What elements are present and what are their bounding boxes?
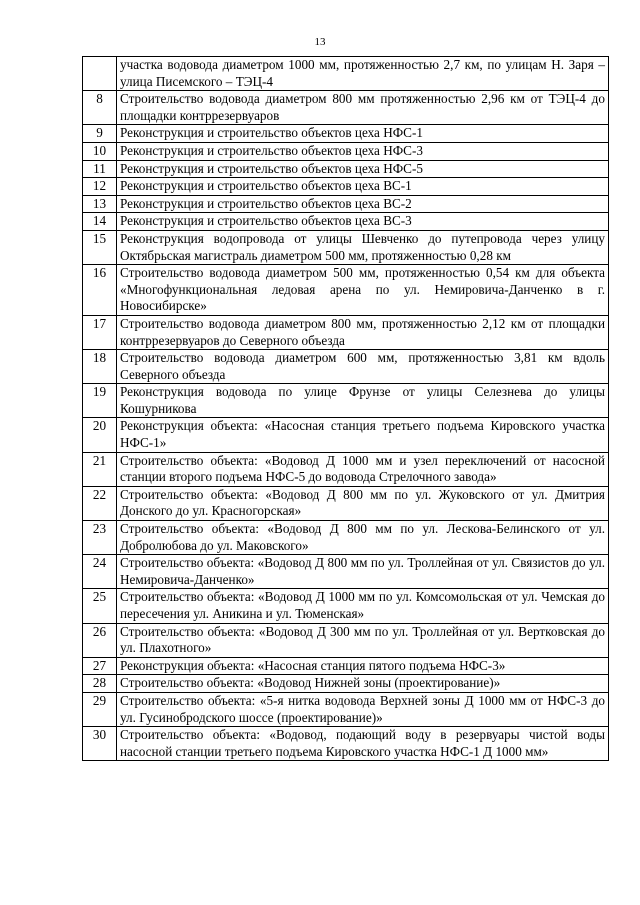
row-number: 9: [83, 125, 117, 143]
row-description: участка водовода диаметром 1000 мм, протяженностью 2,7 км, по улицам Н. Заря – улица Писемского – ТЭЦ-4: [117, 57, 609, 91]
table-row: [83, 91, 609, 125]
row-description: Строительство объекта: «Водовод Д 300 мм по ул. Троллейная от ул. Вертковская до ул. Плахотного»: [117, 623, 609, 657]
row-number: 20: [83, 418, 117, 452]
table-row: [83, 350, 609, 384]
row-number: 17: [83, 315, 117, 349]
row-description: Реконструкция объекта: «Насосная станция третьего подъема Кировского участка НФС-1»: [117, 418, 609, 452]
table-row: [83, 384, 609, 418]
row-number: 10: [83, 142, 117, 160]
row-number: 19: [83, 384, 117, 418]
row-description: Реконструкция и строительство объектов цеха ВС-3: [117, 213, 609, 231]
table-row: [83, 178, 609, 196]
row-description: Строительство водовода диаметром 600 мм, протяженностью 3,81 км вдоль Северного объезда: [117, 350, 609, 384]
row-number: 12: [83, 178, 117, 196]
row-number: 16: [83, 265, 117, 316]
row-description: Строительство водовода диаметром 800 мм, протяженностью 2,12 км от площадки контррезервуаров до Северного объезда: [117, 315, 609, 349]
table-row: [83, 160, 609, 178]
objects-table: [82, 56, 609, 761]
table-row: [83, 555, 609, 589]
table-row: [83, 418, 609, 452]
table-row: [83, 589, 609, 623]
row-number: 26: [83, 623, 117, 657]
row-description: Реконструкция водовода по улице Фрунзе от улицы Селезнева до улицы Кошурникова: [117, 384, 609, 418]
row-description: Строительство объекта: «Водовод Д 800 мм по ул. Жуковского от ул. Дмитрия Донского до ул. Красногорская»: [117, 486, 609, 520]
row-description: Реконструкция и строительство объектов цеха НФС-5: [117, 160, 609, 178]
row-number: 23: [83, 521, 117, 555]
row-number: [83, 57, 117, 91]
table-row: [83, 675, 609, 693]
row-description: Реконструкция и строительство объектов цеха НФС-1: [117, 125, 609, 143]
row-description: Строительство объекта: «Водовод Д 800 мм по ул. Лескова-Белинского от ул. Добролюбова до ул. Маковского»: [117, 521, 609, 555]
row-number: 28: [83, 675, 117, 693]
table-row: [83, 486, 609, 520]
row-number: 30: [83, 727, 117, 761]
row-number: 22: [83, 486, 117, 520]
table-row: [83, 125, 609, 143]
row-description: Реконструкция и строительство объектов цеха ВС-2: [117, 195, 609, 213]
row-description: Строительство объекта: «5-я нитка водовода Верхней зоны Д 1000 мм от НФС-3 до ул. Гусинобродского шоссе (проектирование)»: [117, 692, 609, 726]
table-row: [83, 213, 609, 231]
table-row: [83, 230, 609, 264]
row-number: 13: [83, 195, 117, 213]
row-description: Строительство объекта: «Водовод Д 1000 мм по ул. Комсомольская от ул. Чемская до пересечения ул. Аникина и ул. Тюменская»: [117, 589, 609, 623]
row-description: Реконструкция объекта: «Насосная станция пятого подъема НФС-3»: [117, 657, 609, 675]
row-number: 21: [83, 452, 117, 486]
table-row: [83, 57, 609, 91]
table-row: [83, 623, 609, 657]
row-number: 15: [83, 230, 117, 264]
table-row: [83, 452, 609, 486]
row-description: Строительство объекта: «Водовод, подающий воду в резервуары чистой воды насосной станции третьего подъема Кировского участка НФС-1 Д 1000 мм»: [117, 727, 609, 761]
row-number: 18: [83, 350, 117, 384]
row-description: Реконструкция и строительство объектов цеха НФС-3: [117, 142, 609, 160]
row-description: Строительство водовода диаметром 800 мм протяженностью 2,96 км от ТЭЦ-4 до площадки контррезервуаров: [117, 91, 609, 125]
table-row: [83, 521, 609, 555]
row-number: 8: [83, 91, 117, 125]
row-number: 29: [83, 692, 117, 726]
table-row: [83, 142, 609, 160]
row-number: 25: [83, 589, 117, 623]
row-description: Строительство объекта: «Водовод Д 800 мм по ул. Троллейная от ул. Связистов до ул. Немировича-Данченко»: [117, 555, 609, 589]
table-row: [83, 265, 609, 316]
table-row: [83, 315, 609, 349]
table-row: [83, 692, 609, 726]
objects-table-body: [83, 57, 609, 761]
table-row: [83, 195, 609, 213]
table-row: [83, 657, 609, 675]
row-description: Строительство объекта: «Водовод Д 1000 мм и узел переключений от насосной станции второго подъема НФС-5 до водовода Стрелочного завода»: [117, 452, 609, 486]
row-number: 27: [83, 657, 117, 675]
page-number: 13: [314, 36, 326, 48]
row-number: 11: [83, 160, 117, 178]
row-number: 24: [83, 555, 117, 589]
row-description: Реконструкция водопровода от улицы Шевченко до путепровода через улицу Октябрьская магистраль диаметром 500 мм, протяженностью 0,28 км: [117, 230, 609, 264]
row-number: 14: [83, 213, 117, 231]
table-row: [83, 727, 609, 761]
row-description: Строительство объекта: «Водовод Нижней зоны (проектирование)»: [117, 675, 609, 693]
row-description: Строительство водовода диаметром 500 мм, протяженностью 0,54 км для объекта «Многофункциональная ледовая арена по ул. Немировича-Данченко в г. Новосибирске»: [117, 265, 609, 316]
row-description: Реконструкция и строительство объектов цеха ВС-1: [117, 178, 609, 196]
